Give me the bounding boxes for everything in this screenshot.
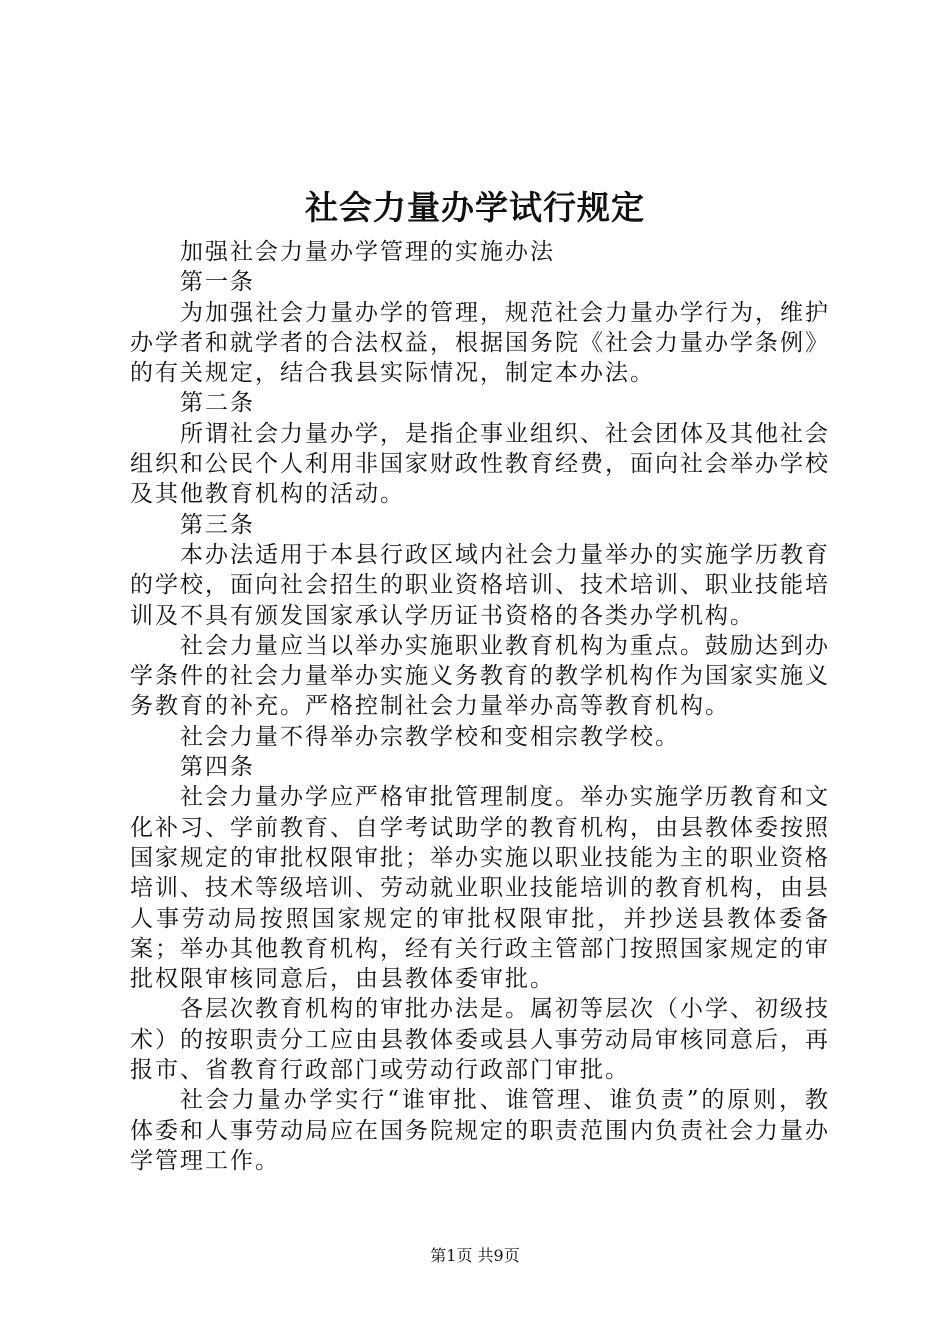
paragraph: 为加强社会力量办学的管理，规范社会力量办学行为，维护办学者和就学者的合法权益，根据国务院《社会力量办学条例》的有关规定，结合我县实际情况，制定本办法。 [130, 299, 830, 387]
page-number: 第1页 共9页 [430, 1246, 520, 1265]
document-body [130, 237, 830, 1176]
article-heading: 第三条 [180, 511, 255, 538]
paragraph: 社会力量应当以举办实施职业教育机构为重点。鼓励达到办学条件的社会力量举办实施义务教育的教学机构作为国家实施义务教育的补充。严格控制社会力量举办高等教育机构。 [130, 632, 830, 720]
article-heading: 第二条 [180, 390, 255, 417]
paragraph: 社会力量办学实行“谁审批、谁管理、谁负责”的原则，教体委和人事劳动局应在国务院规定的职责范围内负责社会力量办学管理工作。 [130, 1087, 830, 1174]
paragraph: 社会力量不得举办宗教学校和变相宗教学校。 [180, 723, 680, 750]
paragraph: 加强社会力量办学管理的实施办法 [180, 239, 555, 265]
document-title: 社会力量办学试行规定 [305, 188, 645, 227]
paragraph: 本办法适用于本县行政区域内社会力量举办的实施学历教育的学校，面向社会招生的职业资格培训、技术培训、职业技能培训及不具有颁发国家承认学历证书资格的各类办学机构。 [130, 541, 830, 629]
paragraph: 所谓社会力量办学，是指企事业组织、社会团体及其他社会组织和公民个人利用非国家财政性教育经费，面向社会举办学校及其他教育机构的活动。 [130, 420, 830, 508]
paragraph: 各层次教育机构的审批办法是。属初等层次（小学、初级技术）的按职责分工应由县教体委或县人事劳动局审核同意后，再报市、省教育行政部门或劳动行政部门审批。 [130, 996, 830, 1084]
article-heading: 第一条 [180, 269, 255, 296]
article-heading: 第四条 [180, 754, 255, 781]
paragraph: 社会力量办学应严格审批管理制度。举办实施学历教育和文化补习、学前教育、自学考试助学的教育机构，由县教体委按照国家规定的审批权限审批；举办实施以职业技能为主的职业资格培训、技术等级培训、劳动就业职业技能培训的教育机构，由县人事劳动局按照国家规定的审批权限审批，并抄送县教体委备案；举办其他教育机构，经有关行政主管部门按照国家规定的审批权限审核同意后，由县教体委审批。 [130, 784, 830, 993]
